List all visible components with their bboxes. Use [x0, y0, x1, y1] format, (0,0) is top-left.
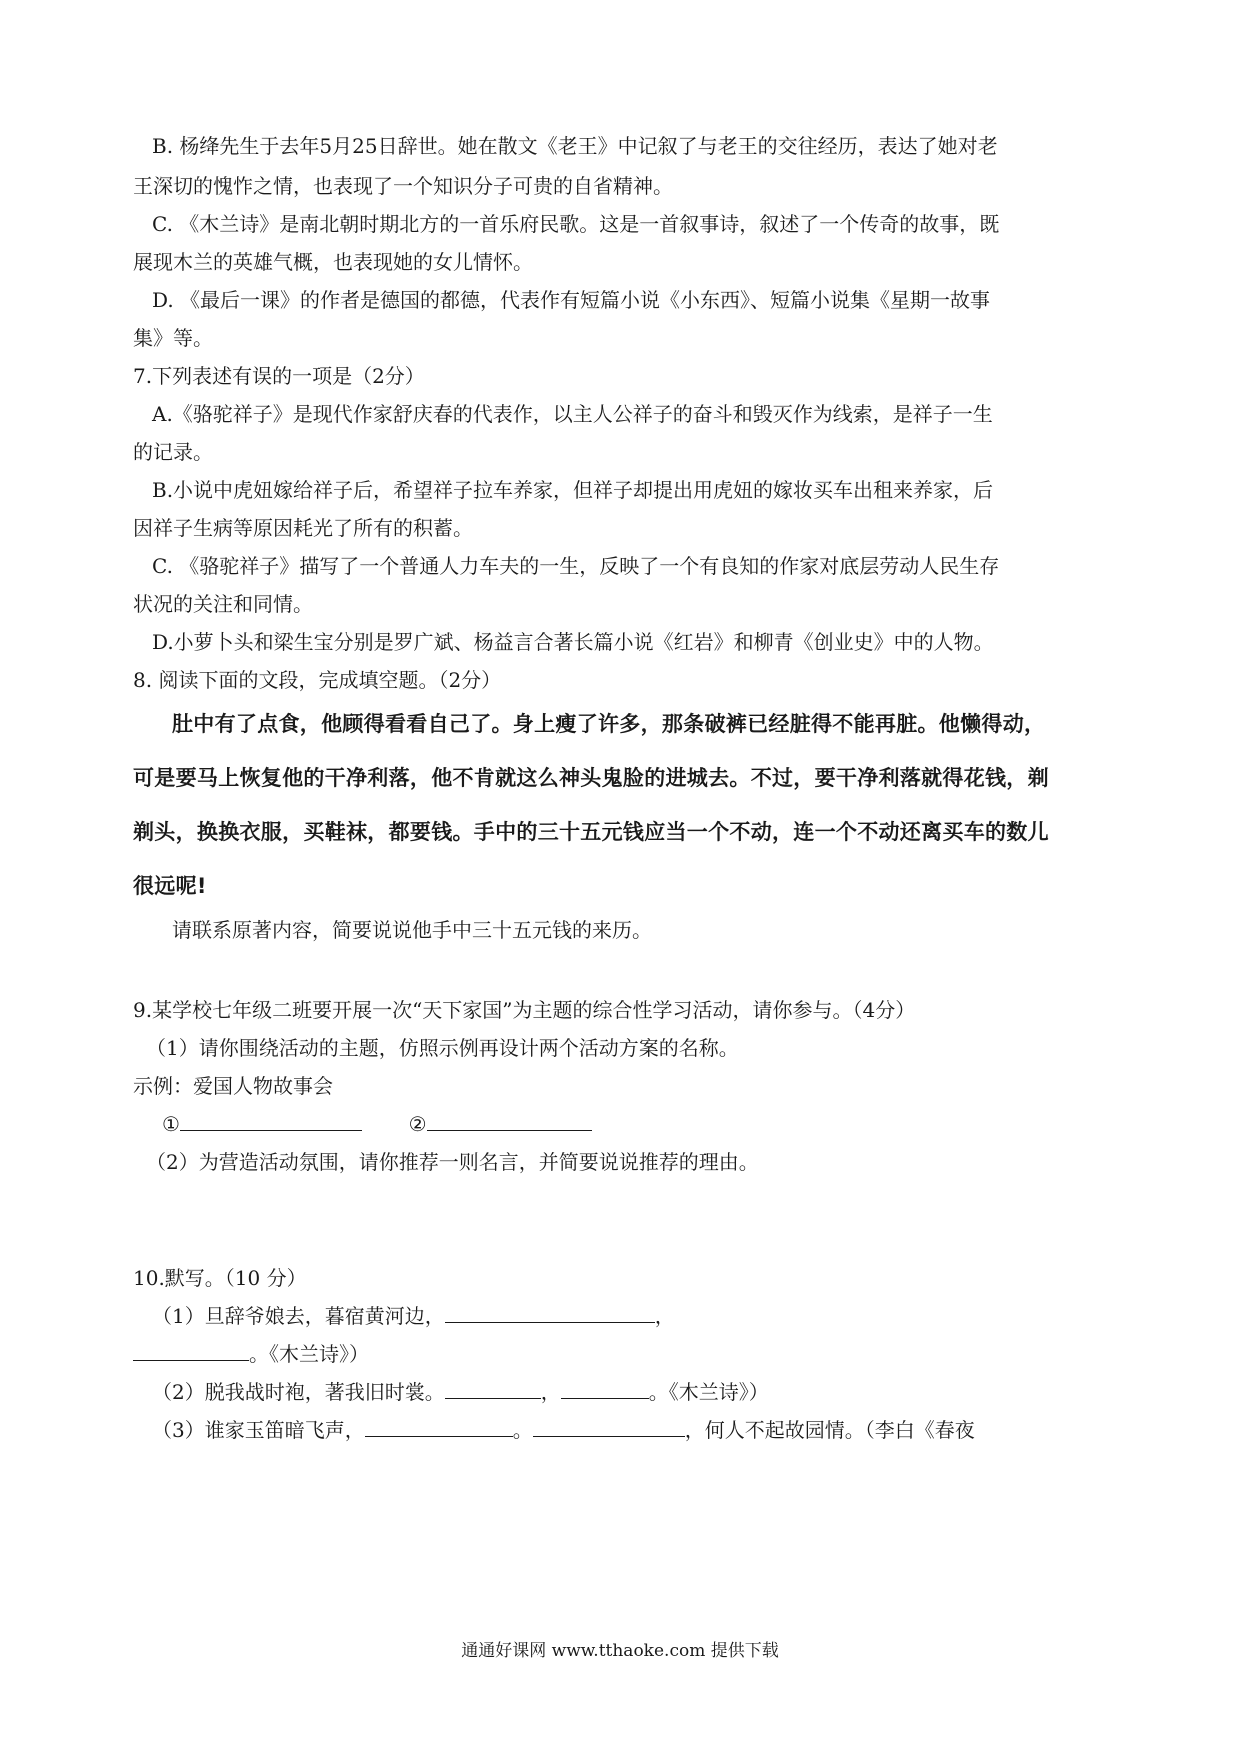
- q7-title: 7.下列表述有误的一项是（2分）: [133, 364, 425, 388]
- q6-option-c-line2: 展现木兰的英雄气概，也表现她的女儿情怀。: [133, 250, 533, 274]
- q8-passage-line3: 剃头，换换衣服，买鞋袜，都要钱。手中的三十五元钱应当一个不动，连一个不动还离买车的数儿: [133, 820, 1049, 844]
- q10-item-3-suffix: ，何人不起故园情。（李白《春夜: [684, 1418, 975, 1442]
- q7-option-c-line2: 状况的关注和同情。: [133, 592, 313, 616]
- q10-title: 10.默写。（10 分）: [133, 1266, 307, 1290]
- q7-option-c-line1: C. 《骆驼祥子》描写了一个普通人力车夫的一生，反映了一个有良知的作家对底层劳动人民生存: [152, 554, 1000, 578]
- q10-item-3-prefix: （3）谁家玉笛暗飞声，: [152, 1418, 365, 1442]
- q7-option-b-line2: 因祥子生病等原因耗光了所有的积蓄。: [133, 516, 473, 540]
- q9-title: 9.某学校七年级二班要开展一次“天下家国”为主题的综合性学习活动，请你参与。（4分）: [133, 998, 916, 1022]
- q9-answer-row: [162, 1110, 592, 1138]
- q8-passage-line2: 可是要马上恢复他的干净利落，他不肯就这么神头鬼脸的进城去。不过，要干净利落就得花钱，剃: [133, 766, 1049, 790]
- q6-option-b-line1: B. 杨绛先生于去年5月25日辞世。她在散文《老王》中记叙了与老王的交往经历，表达了她对老: [152, 134, 998, 158]
- q10-item-2-comma: ，: [540, 1380, 561, 1404]
- q9-example: 示例：爱国人物故事会: [133, 1074, 333, 1098]
- circled-number-1: ①: [162, 1112, 180, 1136]
- q10-blank-2a[interactable]: [445, 1378, 541, 1399]
- q10-blank-3a[interactable]: [365, 1416, 513, 1437]
- q6-option-d-line1: D. 《最后一课》的作者是德国的都德，代表作有短篇小说《小东西》、短篇小说集《星期一故事: [152, 288, 991, 312]
- q10-item-3: [152, 1416, 975, 1444]
- q10-item-2-suffix: 。《木兰诗》）: [648, 1380, 769, 1404]
- q6-option-c-line1: C. 《木兰诗》是南北朝时期北方的一首乐府民歌。这是一首叙事诗，叙述了一个传奇的故事，既: [152, 212, 1000, 236]
- q7-option-d-line1: D.小萝卜头和梁生宝分别是罗广斌、杨益言合著长篇小说《红岩》和柳青《创业史》中的人物。: [152, 630, 994, 654]
- q10-item-1-cont: [133, 1340, 369, 1368]
- q10-item-1-suffix: 。《木兰诗》）: [249, 1342, 369, 1366]
- circled-number-2: ②: [408, 1112, 427, 1136]
- q8-question: 请联系原著内容，简要说说他手中三十五元钱的来历。: [172, 918, 652, 942]
- q9-subquestion-1: （1）请你围绕活动的主题，仿照示例再设计两个活动方案的名称。: [146, 1036, 739, 1060]
- q10-item-3-mid: 。: [512, 1418, 533, 1442]
- q7-option-b-line1: B.小说中虎妞嫁给祥子后，希望祥子拉车养家，但祥子却提出用虎妞的嫁妆买车出租来养家，后: [152, 478, 994, 502]
- q10-item-1: [152, 1302, 675, 1330]
- q10-blank-1b[interactable]: [133, 1340, 249, 1361]
- q7-option-a-line2: 的记录。: [133, 440, 213, 464]
- answer-blank-2[interactable]: [427, 1110, 592, 1131]
- q8-title: 8. 阅读下面的文段，完成填空题。（2分）: [133, 668, 502, 692]
- q8-passage-line1: 肚中有了点食，他顾得看看自己了。身上瘦了许多，那条破裤已经脏得不能再脏。他懒得动，: [172, 712, 1046, 736]
- q10-item-2: [152, 1378, 769, 1406]
- q7-option-a-line1: A.《骆驼祥子》是现代作家舒庆春的代表作，以主人公祥子的奋斗和毁灭作为线索，是祥子一生: [152, 402, 993, 426]
- answer-blank-1[interactable]: [180, 1110, 362, 1131]
- q9-subquestion-2: （2）为营造活动氛围，请你推荐一则名言，并简要说说推荐的理由。: [146, 1150, 759, 1174]
- q6-option-b-line2: 王深切的愧怍之情，也表现了一个知识分子可贵的自省精神。: [133, 174, 673, 198]
- q10-blank-1a[interactable]: [445, 1302, 655, 1323]
- q8-passage-line4: 很远呢!: [133, 874, 207, 898]
- q10-blank-3b[interactable]: [533, 1416, 685, 1437]
- q10-item-1-prefix: （1）旦辞爷娘去，暮宿黄河边，: [152, 1304, 445, 1328]
- q10-item-2-prefix: （2）脱我战时袍，著我旧时裳。: [152, 1380, 445, 1404]
- q10-item-1-comma: ，: [654, 1304, 675, 1328]
- q6-option-d-line2: 集》等。: [133, 326, 213, 350]
- q10-blank-2b[interactable]: [561, 1378, 649, 1399]
- page-footer: 通通好课网 www.tthaoke.com 提供下载: [461, 1641, 779, 1661]
